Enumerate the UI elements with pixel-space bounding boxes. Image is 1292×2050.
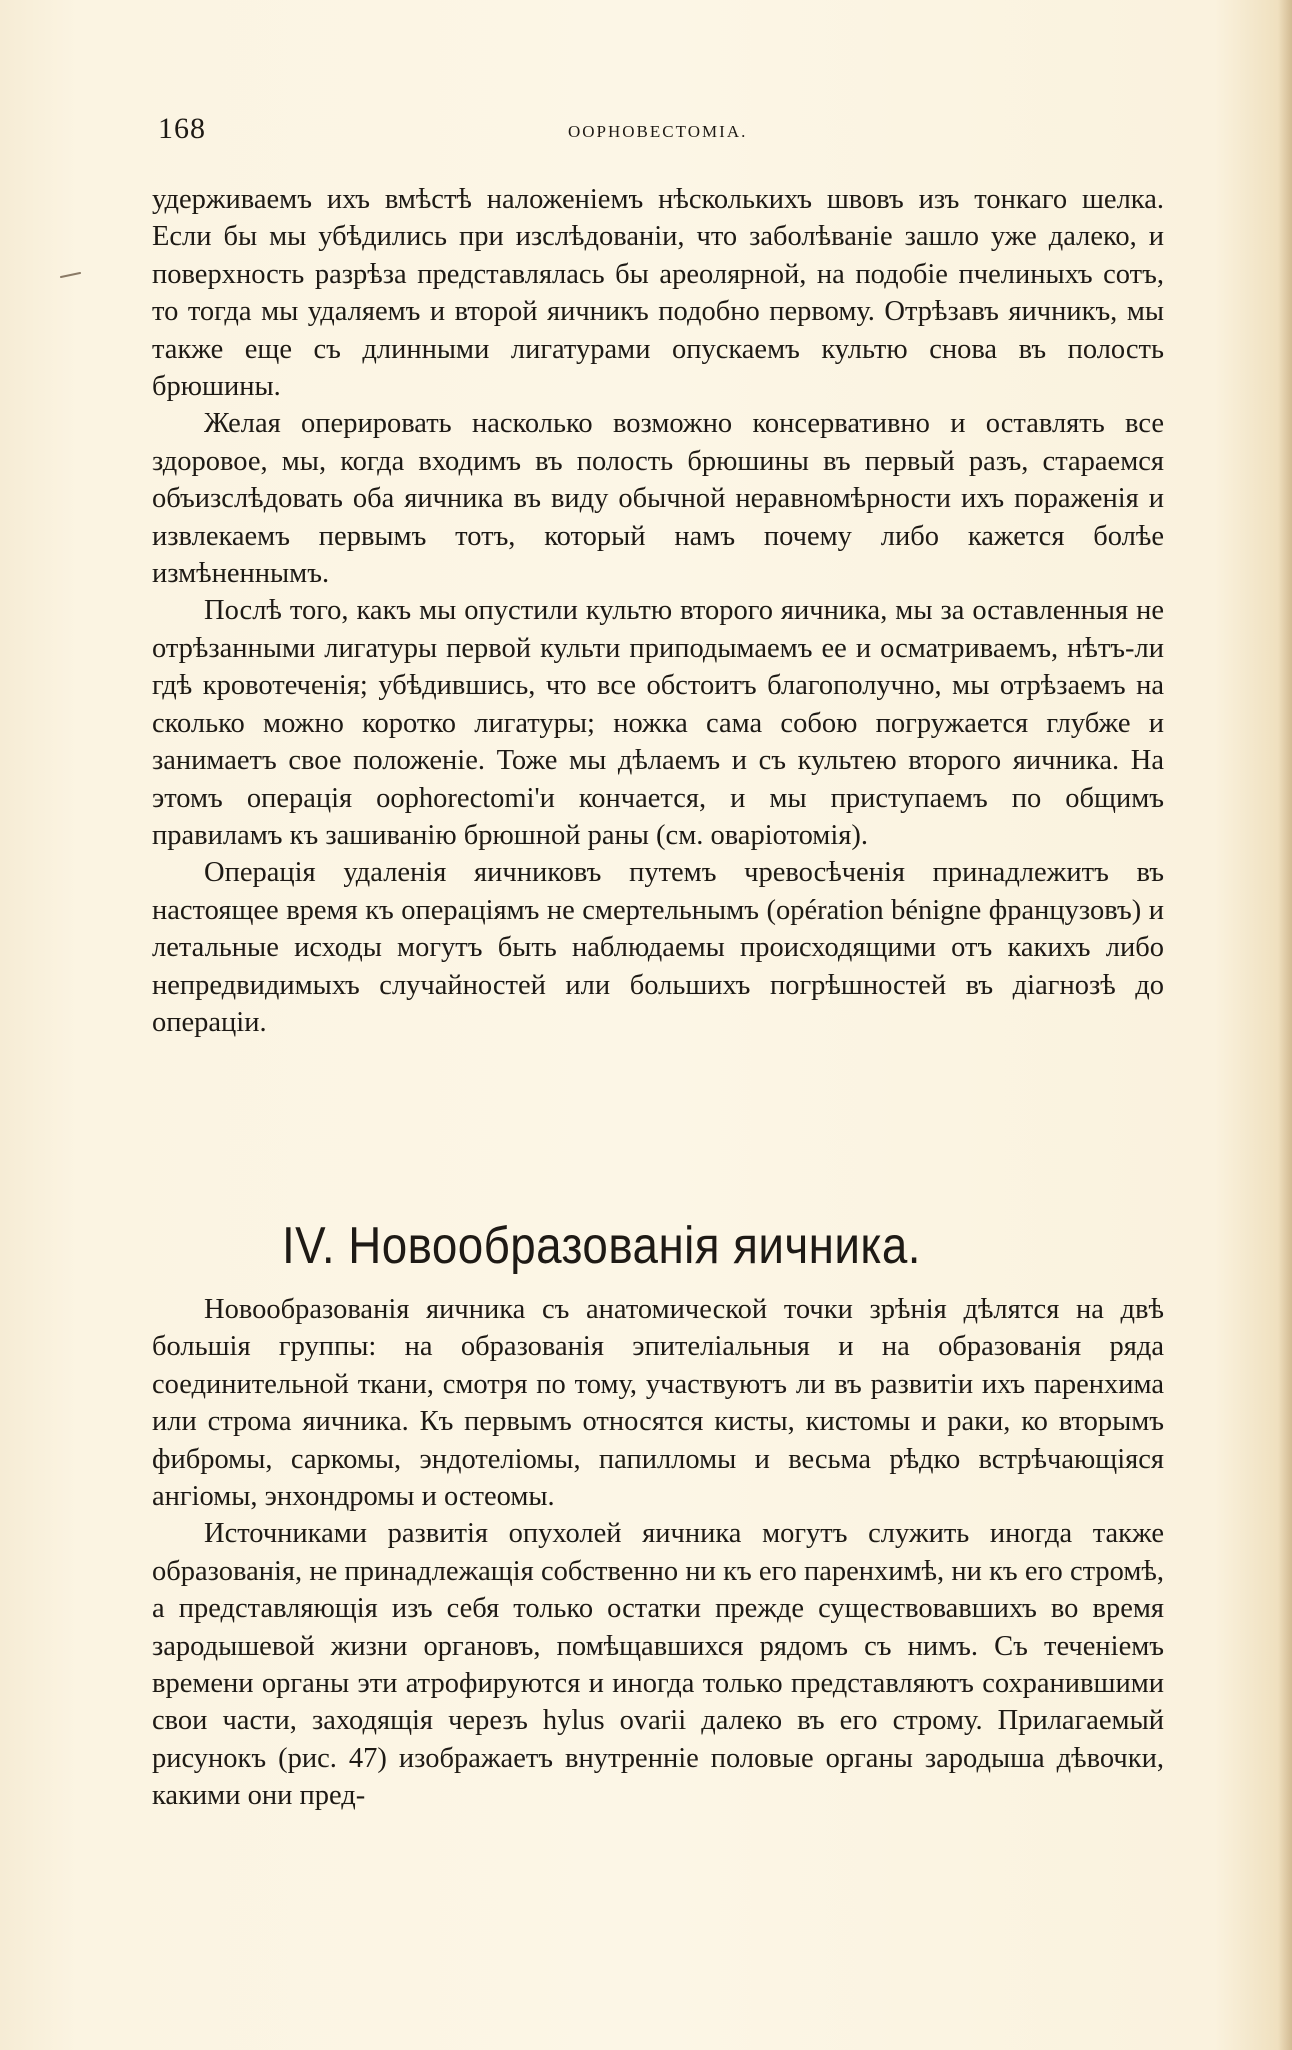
paragraph: Желая оперировать насколько возможно консервативно и оставлять все здоровое, мы, когда входимъ въ полость брюшины въ первый разъ, стараемся объизслѣдовать оба яичника въ виду обычной неравномѣрности ихъ пораженія и извлекаемъ первымъ тотъ, который намъ почему либо кажется болѣе измѣненнымъ.	[152, 408, 1164, 590]
section-heading: IV. Новообразованія яичника.	[282, 1217, 921, 1275]
body-text-after-section	[152, 1291, 1164, 1815]
page-number: 168	[158, 112, 206, 145]
body-text-before-section	[152, 181, 1164, 1041]
running-title: ООРНОВЕСТОМІА.	[568, 122, 748, 141]
paragraph: Новообразованія яичника съ анатомической точки зрѣнія дѣлятся на двѣ большія группы: на образованія эпителіальныя и на образованія ряда соединительной ткани, смотря по тому, участвуютъ ли въ развитіи ихъ паренхима или строма яичника. Къ первымъ относятся кисты, кистомы и раки, ко вторымъ фибромы, саркомы, эндотеліомы, папилломы и весьма рѣдко встрѣчающіяся ангіомы, энхондромы и остеомы.	[152, 1294, 1164, 1513]
paragraph: Послѣ того, какъ мы опустили культю второго яичника, мы за оставленныя не отрѣзанными лигатуры первой культи приподымаемъ ее и осматриваемъ, нѣтъ-ли гдѣ кровотеченія; убѣдившись, что все обстоитъ благополучно, мы отрѣзаемъ на сколько можно коротко лигатуры; ножка сама собою погружается глубже и занимаетъ свое положеніе. Тоже мы дѣлаемъ и съ культею второго яичника. На этомъ операція oophorectomi'и кончается, и мы приступаемъ по общимъ правиламъ къ зашиванію брюшной раны (см. оваріотомія).	[152, 595, 1164, 851]
paragraph: Операція удаленія яичниковъ путемъ чревосѣченія принадлежитъ въ настоящее время къ операціямъ не смертельнымъ (opération bénigne французовъ) и летальные исходы могутъ быть наблюдаемы происходящими отъ какихъ либо непредвидимыхъ случайностей или большихъ погрѣшностей въ діагнозѣ до операціи.	[152, 857, 1164, 1038]
running-header	[158, 112, 1108, 152]
paragraph: удерживаемъ ихъ вмѣстѣ наложеніемъ нѣсколькихъ швовъ изъ тонкаго шелка. Если бы мы убѣдились при изслѣдованіи, что заболѣваніе зашло уже далеко, и поверхность разрѣза представлялась бы ареолярной, на подобіе пчелиныхъ сотъ, то тогда мы удаляемъ и второй яичникъ подобно первому. Отрѣзавъ яичникъ, мы также еще съ длинными лигатурами опускаемъ культю снова въ полость брюшины.	[152, 184, 1164, 403]
margin-pencil-mark	[60, 272, 82, 278]
page-edge-shadow	[1278, 0, 1292, 2050]
paragraph: Источниками развитія опухолей яичника могутъ служить иногда также образованія, не принадлежащія собственно ни къ его паренхимѣ, ни къ его стромѣ, а представляющія изъ себя только остатки прежде существовавшихъ во время зародышевой жизни органовъ, помѣщавшихся рядомъ съ нимъ. Съ теченіемъ времени органы эти атрофируются и иногда только представляютъ сохранившими свои части, заходящія черезъ hylus ovarii далеко въ его строму. Прилагаемый рисунокъ (рис. 47) изображаетъ внутренніе половые органы зародыша дѣвочки, какими они пред-	[152, 1518, 1164, 1812]
